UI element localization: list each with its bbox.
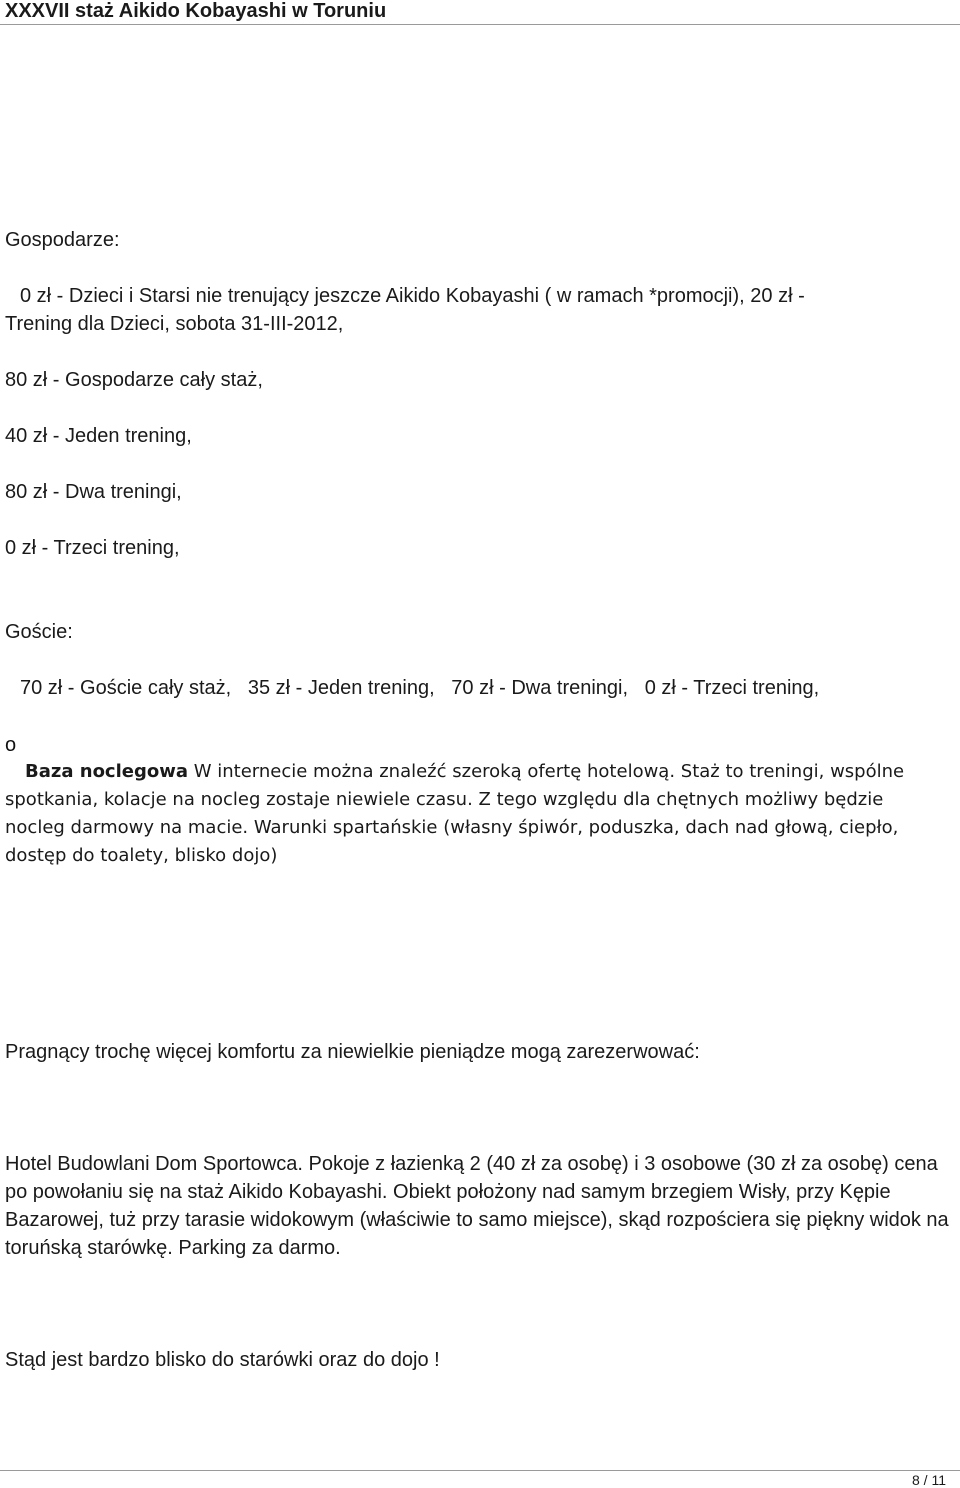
hotel-paragraph: Hotel Budowlani Dom Sportowca. Pokoje z łazienką 2 (40 zł za osobę) i 3 osobowe (30 zł za osobę) cena po powołaniu się na staż Aikido Kobayashi. Obiekt położony nad samym brzegiem Wisły, przy Kępie Bazarowej, tuż przy tarasie widokowym (właściwie to samo miejsce), skąd rozpościera się piękny widok na toruńską starówkę. Parking za darmo. — [5, 1153, 949, 1259]
lodging-label: Baza noclegowa — [25, 761, 189, 782]
guests-pricing: 70 zł - Goście cały staż, 35 zł - Jeden trening, 70 zł - Dwa treningi, 0 zł - Trzeci trening, — [20, 677, 820, 699]
guests-heading: Goście: — [5, 621, 73, 643]
hosts-full-price: 80 zł - Gospodarze cały staż, — [5, 369, 263, 391]
page-header — [0, 0, 960, 24]
hosts-heading: Gospodarze: — [5, 229, 120, 251]
hosts-one-training-price: 40 zł - Jeden trening, — [5, 425, 192, 447]
comfort-paragraph: Pragnący trochę więcej komfortu za niewielkie pieniądze mogą zarezerwować: — [5, 1041, 700, 1063]
list-bullet-marker: o — [5, 734, 17, 756]
lodging-paragraph — [5, 758, 945, 870]
hosts-pricing-line-1: 0 zł - Dzieci i Starsi nie trenujący jeszcze Aikido Kobayashi ( w ramach *promocji), 20 zł - — [20, 285, 805, 307]
hosts-two-trainings-price: 80 zł - Dwa treningi, — [5, 481, 182, 503]
lodging-text: W internecie można znaleźć szeroką ofertę hotelową. Staż to treningi, wspólne spotkania, kolacje na nocleg zostaje niewiele czasu. Z tego względu dla chętnych możliwy będzie nocleg darmowy na macie. Warunki spartańskie (własny śpiwór, poduszka, dach nad głową, ciepło, dostęp do toalety, blisko dojo) — [5, 761, 905, 866]
header-divider — [0, 24, 960, 25]
page-number: 8 / 11 — [912, 1472, 946, 1488]
document-title: XXXVII staż Aikido Kobayashi w Toruniu — [5, 0, 387, 22]
footer-divider — [0, 1470, 960, 1471]
hosts-pricing-line-2: Trening dla Dzieci, sobota 31-III-2012, — [5, 313, 344, 335]
closing-paragraph: Stąd jest bardzo blisko do starówki oraz do dojo ! — [5, 1349, 440, 1371]
hosts-third-training-price: 0 zł - Trzeci trening, — [5, 537, 180, 559]
